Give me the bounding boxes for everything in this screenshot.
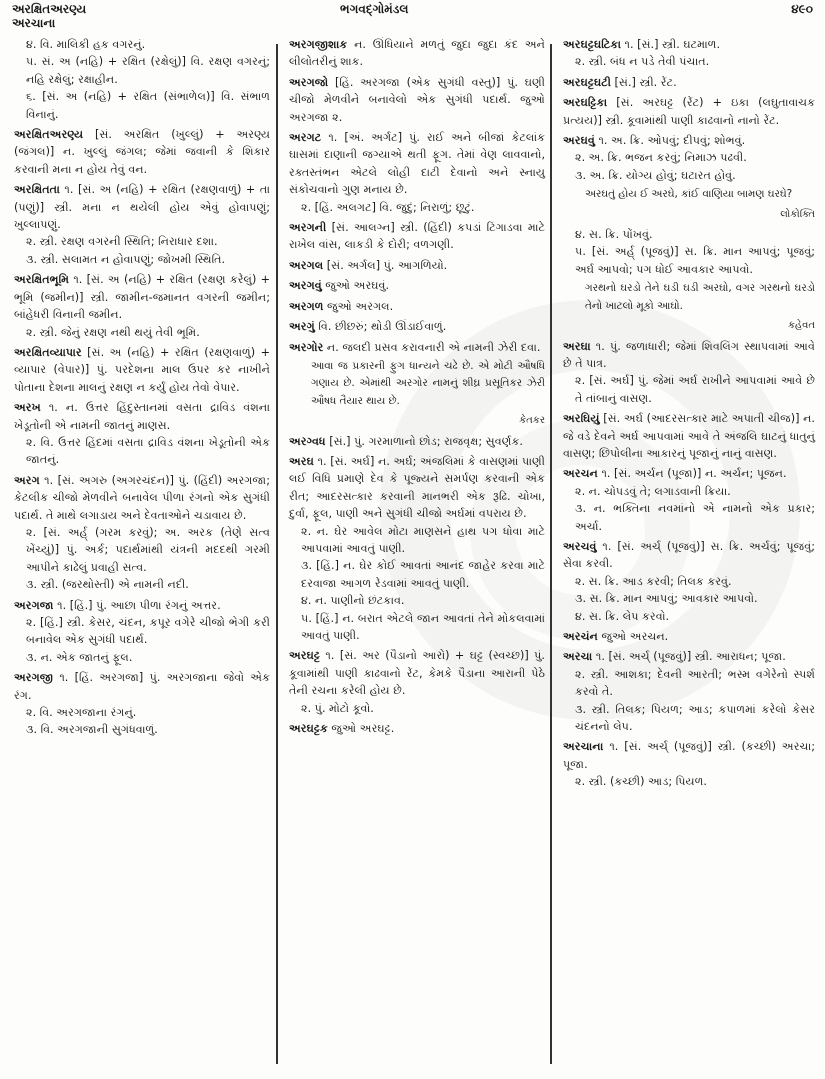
definition-text: ૪. ન. પાણીનો છંટકાવ.	[301, 594, 405, 608]
definition-text: ૧. પું. જળાધારી; જેમાં શિવલિંગ સ્થાપવામાં આવે છે તે પાત્ર.	[563, 339, 815, 370]
dictionary-entry	[563, 226, 815, 334]
definition-text: જુઓ અરઘવું.	[325, 279, 390, 293]
headword: અરક્ષિતભૂમિ	[14, 273, 70, 287]
dictionary-entry	[289, 318, 545, 335]
column-divider	[276, 44, 278, 1064]
definition-text: [સં.] પું. ગરમાળાનો છોડ; રાજવૃક્ષ; સુવર્ણક.	[329, 434, 523, 448]
definition-text: ૧. [સં.] સ્ત્રી. ઘટમાળ.	[624, 38, 721, 51]
quotation: અરઘતું હોય ઈ અરઘે, કાંઈ વાણિયા બામણ ઘરઘે?	[585, 188, 793, 201]
column-3	[563, 36, 815, 794]
dictionary-entry	[14, 669, 270, 739]
dictionary-entry	[14, 126, 270, 178]
dictionary-entry	[289, 339, 545, 430]
quotation: આવા જ પ્રકારની ફુગ ધાન્યને ચઢે છે. એ મોટી ઔષધિ ગણાય છે. એમાંથી અરગોર નામનું શીઘ્ર પ્રસૂતિકર ઝેરી ઔષધ તૈયાર થાય છે.	[311, 359, 545, 407]
dictionary-entry	[563, 465, 815, 535]
headword: અરક્ષિતઅરણ્ય	[14, 128, 84, 142]
definition-text: ન. ઊંધિયાને મળતું જુદા જુદા કંદ અને લીલોતરીનું શાક.	[289, 38, 546, 69]
definition-text: ન. જલદી પ્રસવ કરાવનારી એ નામની ઝેરી દવા.	[326, 340, 541, 354]
definition-text: ૨. [સં. અર્હ્ (ગરમ કરવું); અ. અરક (તેણે સત્વ ખેંચ્યું)] પું. અર્ક; પદાર્થમાંથી યંત્રની મદદથી ગરમી આપીને કાઢેલું પ્રવાહી સત્વ.	[26, 525, 270, 574]
headword: અરઘટ્ટક	[289, 722, 328, 736]
definition-text: [સં. અ (નહિ) + રક્ષિત (રક્ષણવાળું) + વ્યાપાર (વેપાર)] પું. પરદેશના માલ ઉપર કર નાખીને પોતાના દેશના માલનું રક્ષણ ન કર્યું હોય તેવો વેપાર.	[14, 345, 270, 394]
definition-text: [સં. અરક્ષિત (ખુલ્લું) + અરણ્ય (જંગલ)] ન. ખુલ્લું જંગલ; જેમાં જવાની કે શિકાર કરવાની મના ન હોય તેવું વન.	[14, 128, 270, 176]
headword: અરગ	[14, 473, 40, 487]
page-number: ૪૯૦	[791, 2, 813, 16]
definition-text: ૫. [સં. અર્હ્ (પૂજવું)] સ. ક્રિ. માન આપવું; પૂજવું; અર્ઘ આપવો; પગ ધોઈ આવકાર આપવો.	[575, 245, 815, 276]
definition-text: ૧. [સં. અર્ચ્ (પૂજવું)] સ્ત્રી. આરાધન; પૂજા.	[595, 650, 786, 664]
headword: અરઘ	[289, 454, 314, 468]
headword: અરઘા	[563, 339, 591, 353]
definition-text: ૫. સં. અ (નહિ) + રક્ષિત (રક્ષેલું)] વિ. રક્ષણ વગરનું; નહિ રક્ષેલું; રક્ષાહીન.	[26, 55, 270, 86]
headword: અરગું	[289, 320, 315, 334]
definition-text: ૧. [સં. અર્ચ્ (પૂજવું)] સ. ક્રિ. અર્ચવું; પૂજવું; સેવા કરવી.	[563, 539, 815, 571]
column-2	[289, 36, 545, 740]
definition-text: ૪. સ. ક્રિ. પોંખવું.	[575, 228, 653, 242]
headword: અરગજો	[289, 75, 329, 89]
dictionary-entry	[14, 36, 270, 123]
definition-text: ૨. સ. ક્રિ. આડ કરવી; તિલક કરવું.	[575, 574, 732, 588]
definition-text: ૪. વિ. માલિકી હક વગરનું.	[26, 38, 146, 51]
definition-text: ૨. સ્ત્રી. જેનું રક્ષણ નથી થયું તેવી ભૂમિ.	[26, 325, 200, 339]
headword: અરચન	[563, 467, 598, 481]
quotation: ગરથનો ઘરડો તેને ઘડી ઘડી અરઘો, વગર ગરથનો ઘરડો તેનો ખાટલો મૂકો આઘો.	[585, 282, 815, 312]
definition-text: ૧. [સં. અર્ઘ] ન. અર્ઘ; અંજલિમાં કે વાસણમાં પાણી લઈ વિધિ પ્રમાણે દેવ કે પૂજ્યને સમર્પણ કરવાની એક રીત; આદરસત્કાર કરવાની માનભરી એક રૂઢિ. ચોખા, દુર્વા, ફૂલ, પાણી અને સુગંધી ચીજો અર્ઘમાં વપરાય છે.	[289, 454, 546, 521]
headword: અરઘટ્ટિકા	[563, 96, 608, 110]
definition-text: ૨. [હિં. અલગટ] વિ. જુદું; નિરાળું; છૂટું.	[301, 200, 475, 214]
dictionary-entry	[289, 219, 545, 254]
definition-text: ૧. [સં. અ (નહિ) + રક્ષિત (રક્ષણવાળું) + તા (પણું)] સ્ત્રી. મના ન થયેલી હોય એવું હોવાપણું; ખુલ્લાપણું.	[14, 183, 271, 232]
dictionary-entry	[289, 720, 545, 737]
dictionary-entry	[289, 129, 545, 216]
definition-text: ૨. ન. ચોપડવું તે; લગાડવાની ક્રિયા.	[575, 484, 731, 498]
dictionary-entry	[289, 433, 545, 450]
definition-text: ૧. અ. ક્રિ. ઓપવું; દીપવું; શોભવું.	[598, 134, 746, 148]
definition-text: ૨. સ્ત્રી. બંધ ન પડે તેવી પંચાત.	[575, 55, 710, 69]
definition-text: ૧. [હિં.] પું. આછા પીળા રંગનું અત્તર.	[57, 598, 221, 612]
headword: અરચંન	[563, 630, 598, 643]
definition-text: ૨. ન. ઘેર આવેલ મોટા માણસને હાથ પગ ધોવા માટે આપવામાં આવતું પાણી.	[301, 524, 545, 555]
headword: અરક્ષિતવ્યાપાર	[14, 345, 82, 359]
headword: અરખ	[14, 401, 41, 415]
definition-text: જુઓ અરચન.	[601, 630, 669, 643]
guide-word-first: અરક્ષિતઅરણ્ય	[12, 2, 87, 16]
definition-text: જુઓ અરગલ.	[327, 299, 394, 313]
headword: અરગટ	[289, 131, 322, 145]
headword: અરઘટ્ટઘટિકા	[563, 38, 621, 51]
definition-text: ૩. ન. ભક્તિના નવમાંનો એ નામનો એક પ્રકાર; અર્ચા.	[575, 502, 815, 533]
definition-text: ૩. સ્ત્રી. (જરથોસ્તી) એ નામની નદી.	[26, 578, 189, 592]
quotation-source: કહેવત	[787, 320, 815, 332]
definition-text: ૬. [સં. અ (નહિ) + રક્ષિત (સંભાળેલ)] વિ. સંભાળ વિનાનું.	[26, 90, 270, 121]
dictionary-entry	[563, 94, 815, 129]
dictionary-entry	[289, 298, 545, 315]
definition-text: ૨. અ. ક્રિ. ભજન કરવું; નિમાઝ પઢવી.	[575, 151, 747, 165]
definition-text: [સં.] સ્ત્રી. રેંટ.	[614, 75, 677, 89]
dictionary-entry	[14, 344, 270, 396]
headword: અરગની	[289, 221, 327, 235]
definition-text: ૨. [હિં.] સ્ત્રી. કેસર, ચંદન, કપૂર વગેરે ચીજો ભેગી કરી બનાવેલ એક સુગંધી પદાર્થ.	[26, 616, 270, 647]
definition-text: ૨. પું. મોટો કૂવો.	[301, 701, 374, 715]
headword: અરગળ	[289, 299, 324, 313]
page-header	[0, 0, 825, 36]
headword: અરચા	[563, 650, 593, 664]
definition-text: ૩. અ. ક્રિ. યોગ્ય હોવું; ઘટારત હોવું.	[575, 168, 736, 182]
headword: અરગોર	[289, 340, 324, 354]
definition-text: જુઓ અરઘટ્ટ.	[331, 722, 395, 736]
dictionary-entry	[563, 74, 815, 91]
definition-text: ૨. સ્ત્રી. રક્ષણ વગરની સ્થિતિ; નિરાધાર દશા.	[26, 235, 218, 249]
column-1	[14, 36, 270, 742]
dictionary-entry	[14, 271, 270, 341]
headword: અરઘટ્ટઘટી	[563, 75, 611, 89]
headword: અરગજી	[14, 671, 54, 685]
dictionary-entry	[289, 647, 545, 717]
dictionary-entry	[14, 399, 270, 469]
headword: અરચવું	[563, 539, 597, 553]
definition-text: [સં. અર્ગલ] પું. આગળિયો.	[326, 258, 448, 272]
headword: અરગજા	[14, 598, 54, 612]
definition-text: [હિં. અરગજા (એક સુગંધી વસ્તુ)] પું. ઘણી ચીજો મેળવીને બનાવેલો એક સુગંધી પદાર્થ. જુઓ અરગજા ૨.	[289, 75, 546, 124]
dictionary-entry	[14, 472, 270, 594]
definition-text: ૧. [સં. અર્ચ્ (પૂજવું)] સ્ત્રી. (કચ્છી) અરચા; પૂજા.	[563, 740, 815, 771]
definition-text: [સં. અર્ઘ (આદરસત્કાર માટે અપાતી ચીજ)] ન. જે વડે દેવને અર્ઘ આપવામાં આવે તે અંજલિ ઘાટનું ધાતુનું વાસણ; છિપોલીના આકારનું પૂજાનું નાનું વાસણ.	[563, 412, 815, 460]
definition-text: [સં. અરઘટ્ટ (રેંટ) + ઇકા (લઘુતાવાચક પ્રત્યય)] સ્ત્રી. કૂવામાંથી પાણી કાઢવાનો નાનો રેંટ.	[563, 96, 816, 127]
definition-text: [સં. આલગ્ન] સ્ત્રી. (હિંદી) કપડાં ટિંગાડવા માટે રાખેલ વાંસ, લાકડી કે દોરી; વળગણી.	[289, 221, 545, 252]
headword: અરગલ	[289, 258, 324, 272]
dictionary-entry	[563, 648, 815, 735]
headword: અરચાના	[563, 740, 604, 754]
dictionary-entry	[289, 74, 545, 126]
definition-text: ૨. વિ. ઉત્તર હિંદમાં વસતા દ્રાવિડ વંશના ખેડૂતોની એક જાતનું.	[26, 435, 270, 467]
dictionary-entry	[289, 277, 545, 294]
definition-text: ૧. [સં. અ (નહિ) + રક્ષિત (રક્ષણ કરેલું) + ભૂમિ (જમીન)] સ્ત્રી. જામીન-જમાનત વગરની જમીન; બાંહેધરી વિનાની જમીન.	[14, 273, 271, 322]
dictionary-entry	[563, 538, 815, 625]
definition-text: ૧. [સં. અર્ચન (પૂજા)] ન. અર્ચન; પૂજન.	[601, 467, 787, 481]
headword: અરક્ષિતતા	[14, 183, 60, 197]
dictionary-entry	[14, 597, 270, 667]
definition-text: ૧. [સં. અગરુ (અગરચંદન)] પું. (હિંદી) અરગજા; કેટલીક ચીજો મેળવીને બનાવેલ પીળા રંગનો એક સુગંધી પદાર્થ. તે માથે લગાડાય અને દેવતાઓને ચડાવાય છે.	[14, 473, 270, 522]
definition-text: ૫. [હિં.] ન. બરાત એટલે જાન આવતાં તેને મોકલવામાં આવતું પાણી.	[301, 611, 545, 642]
dictionary-entry	[14, 181, 270, 268]
definition-text: ૧. [હિં. અરગજા] પું. અરગજાના જેવો એક રંગ.	[14, 671, 270, 702]
dictionary-entry	[563, 36, 815, 71]
dictionary-entry	[289, 453, 545, 644]
headword: અરગવું	[289, 279, 322, 293]
page-title: ભગવદ્ગોમંડલ	[340, 2, 409, 16]
definition-text: ૩. [હિં.] ન. ઘેર કોઈ આવતાં આનંદ જાહેર કરવા માટે દરવાજા આગળ રેડવામાં આવતું પાણી.	[301, 559, 545, 590]
definition-text: ૩. સ. ક્રિ. માન આપવું; આવકાર આપવો.	[575, 592, 758, 606]
headword: અરગજીશાક	[289, 38, 348, 51]
definition-text: ૩. ન. એક જાતનું ફૂલ.	[26, 650, 133, 664]
definition-text: ૪. સ. ક્રિ. લેપ કરવો.	[575, 609, 670, 623]
quotation-source: કેતકર	[519, 415, 545, 427]
dictionary-entry	[563, 410, 815, 462]
definition-text: ૨. સ્ત્રી. (કચ્છી) આડ; પિયળ.	[575, 775, 707, 789]
definition-text: ૩. સ્ત્રી. તિલક; પિયળ; આડ; કપાળમાં કરેલો કેસર ચંદનનો લેપ.	[575, 702, 815, 734]
definition-text: ૧. [અં. અર્ગટ] પું. રાઈ અને બીજાં કેટલાંક ઘાસમાં દાણાની જગ્યાએ થતી ફૂગ. તેમાં વેણ લાવવાનો, રક્તસ્તંભન એટલે લોહી દાટી દેવાનો અને સ્નાયુ સંકોચવાનો ગુણ મનાય છે.	[289, 131, 545, 197]
dictionary-entry	[563, 132, 815, 223]
definition-text: ૧. [સં. અર (પૈડાનો આરો) + ઘટ્ટ (સ્વચ્છ)] પું. કૂવામાંથી પાણી કાઢવાનો રેંટ, કેમકે પૈડાના આરાની પેઠે તેની રચના કરેલી હોય છે.	[289, 649, 545, 698]
quotation-source: લોકોક્તિ	[780, 208, 815, 220]
definition-text: ૩. વિ. અરગજાની સુગંધવાળું.	[26, 723, 158, 737]
guide-word-last: અરચાના	[12, 16, 56, 30]
definition-text: ૨. સ્ત્રી. આશકા; દેવની આરતી; ભસ્મ વગેરેનો સ્પર્શ કરવો તે.	[575, 667, 815, 699]
definition-text: ૨. વિ. અરગજાના રંગનું.	[26, 706, 137, 720]
definition-text: ૨. [સં. અર્ઘ] પું. જેમાં અર્ઘ રાખીને આપવામાં આવે છે તે તાંબાનું વાસણ.	[575, 374, 815, 405]
definition-text: વિ. છીછરું; થોડી ઊંડાઈવાળું.	[318, 320, 447, 334]
definition-text: ૩. સ્ત્રી. સલામત ન હોવાપણું; જોખમી સ્થિતિ.	[26, 252, 226, 266]
headword: અરગ્વધ	[289, 434, 326, 448]
column-divider	[550, 44, 552, 1064]
headword: અરઘિયું	[563, 412, 600, 426]
dictionary-entry	[289, 36, 545, 71]
dictionary-entry	[563, 628, 815, 645]
dictionary-entry	[289, 257, 545, 274]
dictionary-entry	[563, 738, 815, 790]
headword: અરઘવું	[563, 134, 595, 148]
headword: અરઘટ્ટ	[289, 649, 320, 663]
definition-text: ૧. ન. ઉત્તર હિંદુસ્તાનમાં વસતા દ્રાવિડ વંશના ખેડૂતોની એ નામની જાતનું માણસ.	[14, 401, 270, 432]
dictionary-entry	[563, 338, 815, 408]
